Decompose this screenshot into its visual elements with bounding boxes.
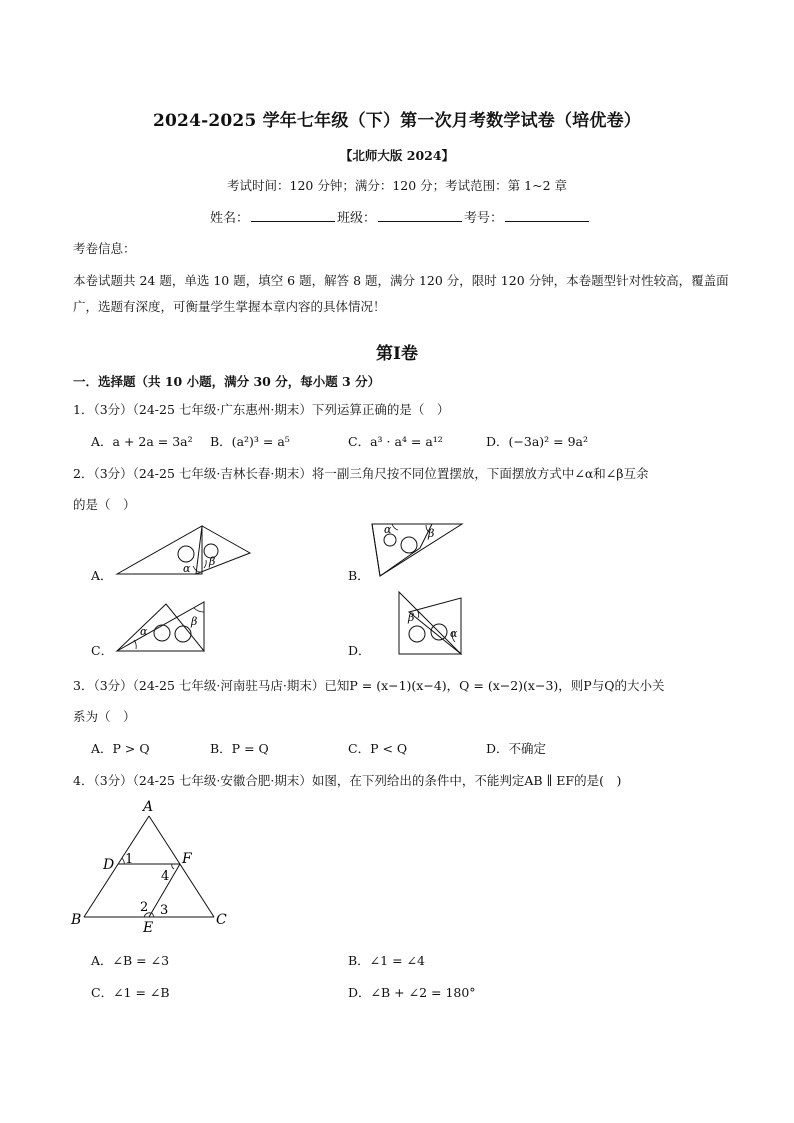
question-1-option-c[interactable]: C．a³ · a⁴ = a¹²: [348, 434, 443, 449]
figure-2b: [368, 518, 468, 578]
question-3-stem-line1: 3．（3分）（24-25 七年级·河南驻马店·期末）已知P = (x−1)(x−4)，Q = (x−2)(x−3)，则P与Q的大小关: [73, 678, 665, 693]
alpha-label: α: [183, 562, 191, 575]
alpha-label: α: [450, 627, 458, 640]
beta-label: β: [191, 615, 198, 628]
class-field[interactable]: [378, 209, 462, 222]
angle-4-label: 4: [161, 869, 170, 884]
hole-circle: [401, 537, 417, 553]
question-4-stem: 4．（3分）（24-25 七年级·安徽合肥·期末）如图，在下列给出的条件中，不能判定AB ∥ EF的是( ): [73, 773, 622, 788]
volume-title: 第Ⅰ卷: [376, 344, 418, 364]
angle-3-label: 3: [160, 903, 169, 918]
question-4-option-d[interactable]: D．∠B + ∠2 = 180°: [348, 985, 476, 1000]
hole-circle: [409, 626, 425, 642]
number-label: 考号：: [464, 211, 504, 226]
question-4-option-b[interactable]: B．∠1 = ∠4: [348, 953, 425, 968]
question-1-stem: 1．（3分）（24-25 七年级·广东惠州·期末）下列运算正确的是（ ）: [73, 402, 450, 417]
vertex-b: B: [71, 912, 82, 928]
question-4-option-a[interactable]: A．∠B = ∠3: [91, 953, 170, 968]
hole-circle: [154, 625, 170, 641]
question-2-option-c[interactable]: C．: [91, 643, 114, 658]
alpha-label: α: [140, 625, 148, 638]
vertex-a: A: [143, 799, 154, 815]
question-3-option-a[interactable]: A．P > Q: [91, 741, 150, 756]
question-1-option-b[interactable]: B．(a²)³ = a⁵: [210, 434, 290, 449]
question-2-stem-line1: 2．（3分）（24-25 七年级·吉林长春·期末）将一副三角尺按不同位置摆放，下面摆放方式中∠α和∠β互余: [73, 466, 649, 481]
question-4-option-c[interactable]: C．∠1 = ∠B: [91, 985, 170, 1000]
angle-arc: [194, 608, 204, 612]
beta-label: β: [428, 527, 435, 540]
question-3-option-d[interactable]: D．不确定: [486, 741, 547, 756]
hole-circle: [175, 626, 191, 642]
angle-arc: [204, 560, 206, 568]
info-body: 本卷试题共 24 题，单选 10 题，填空 6 题，解答 8 题，满分 120 分，限时 120 分钟，本卷题型针对性较高，覆盖面广，选题有深度，可衡量学生掌握本章内容的具体情况！: [73, 273, 729, 314]
question-3-stem-line2: 系为（ ）: [73, 709, 136, 724]
vertex-f: F: [182, 851, 192, 867]
vertex-c: C: [216, 912, 227, 928]
student-info-row: [210, 207, 591, 226]
page-title: 2024-2025 学年七年级（下）第一次月考数学试卷（培优卷）: [152, 111, 641, 131]
figure-2c: [114, 596, 214, 656]
beta-label: β: [408, 611, 415, 624]
section-heading: 一．选择题（共 10 小题，满分 30 分，每小题 3 分）: [73, 374, 381, 389]
question-2-option-a[interactable]: A．: [91, 568, 113, 583]
vertex-d: D: [103, 857, 115, 873]
question-3-option-b[interactable]: B．P = Q: [210, 741, 269, 756]
question-2-option-b[interactable]: B．: [348, 568, 370, 583]
exam-info: 考试时间：120 分钟；满分：120 分；考试范围：第 1~2 章: [227, 178, 567, 193]
name-field[interactable]: [251, 209, 335, 222]
figure-2a: [114, 520, 254, 580]
angle-arc: [172, 864, 174, 869]
beta-label: β: [209, 555, 216, 568]
angle-2-label: 2: [140, 900, 149, 915]
angle-1-label: 1: [125, 852, 134, 867]
figure-4-triangle: [68, 796, 238, 936]
hole-circle: [178, 546, 194, 562]
question-1-option-d[interactable]: D．(−3a)² = 9a²: [486, 434, 589, 449]
question-2-stem-line2: 的是（ ）: [73, 497, 136, 512]
edition-label: 【北师大版 2024】: [339, 148, 455, 163]
question-3-option-c[interactable]: C．P < Q: [348, 741, 408, 756]
vertex-e: E: [143, 920, 154, 936]
question-2-option-d[interactable]: D．: [348, 643, 371, 658]
set-square-b2: [372, 524, 435, 576]
name-label: 姓名：: [210, 211, 250, 226]
figure-2d: [395, 588, 475, 658]
info-heading: 考卷信息：: [73, 241, 136, 256]
alpha-label: α: [384, 523, 392, 536]
question-1-option-a[interactable]: A．a + 2a = 3a²: [91, 434, 193, 449]
class-label: 班级：: [337, 211, 377, 226]
angle-arc: [122, 858, 124, 864]
angle-arc: [392, 524, 398, 530]
number-field[interactable]: [505, 209, 589, 222]
